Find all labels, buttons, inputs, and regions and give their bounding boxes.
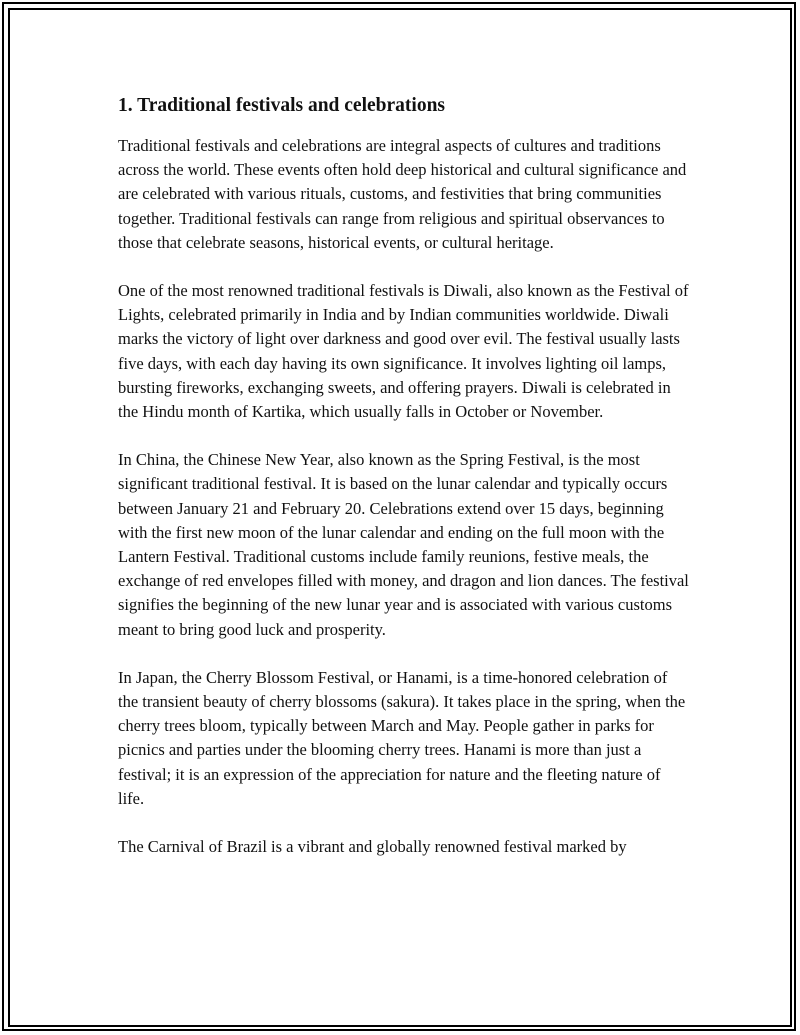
paragraph-hanami: In Japan, the Cherry Blossom Festival, or Hanami, is a time-honored celebration of the transient beauty of cherry blossoms (sakura). It takes place in the spring, when the cherry trees bloom, typically between March and May. People gather in parks for picnics and parties under the blooming cherry trees. Hanami is more than just a festival; it is an expression of the appreciation for nature and the fleeting nature of life. [118, 667, 686, 808]
paragraph-carnival: The Carnival of Brazil is a vibrant and globally renowned festival marked by [118, 837, 627, 857]
section-heading: 1. Traditional festivals and celebrations [118, 95, 445, 116]
document-body [118, 92, 690, 883]
paragraph-chinese-new-year: In China, the Chinese New Year, also known as the Spring Festival, is the most significant traditional festival. It is based on the lunar calendar and typically occurs between January 21 and February 20. Celebrations extend over 15 days, beginning with the first new moon of the lunar calendar and ending on the full moon with the Lantern Festival. Traditional customs include family reunions, festive meals, the exchange of red envelopes filled with money, and dragon and lion dances. The festival signifies the beginning of the new lunar year and is associated with various customs meant to bring good luck and prosperity. [118, 450, 689, 639]
paragraph-intro: Traditional festivals and celebrations are integral aspects of cultures and traditions across the world. These events often hold deep historical and cultural significance and are celebrated with various rituals, customs, and festivities that bring communities together. Traditional festivals can range from religious and spiritual observances to those that celebrate seasons, historical events, or cultural heritage. [118, 136, 687, 252]
paragraph-diwali: One of the most renowned traditional festivals is Diwali, also known as the Festival of Lights, celebrated primarily in India and by Indian communities worldwide. Diwali marks the victory of light over darkness and good over evil. The festival usually lasts five days, with each day having its own significance. It involves lighting oil lamps, bursting fireworks, exchanging sweets, and offering prayers. Diwali is celebrated in the Hindu month of Kartika, which usually falls in October or November. [118, 281, 689, 422]
